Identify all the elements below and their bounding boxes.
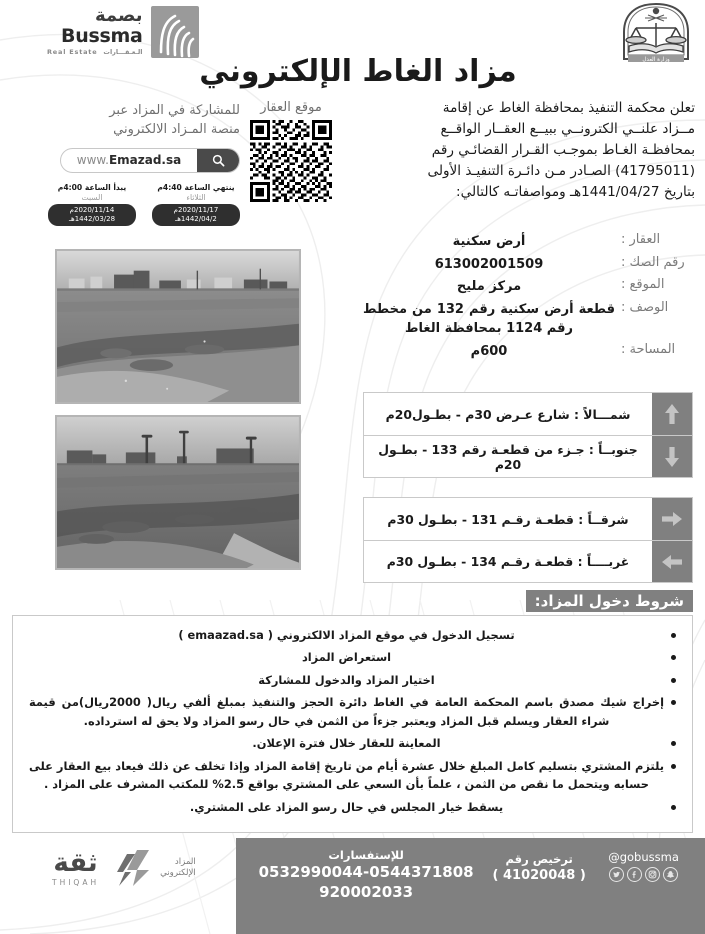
term-text: استعراض المزاد — [301, 650, 392, 665]
terms-heading: شروط دخول المزاد: — [526, 590, 693, 612]
spec-label: الوصف : — [621, 299, 669, 315]
brand-name-ar: بصمة — [95, 5, 143, 26]
start-date-badge — [48, 204, 136, 226]
start-hijri: 1442/03/28هـ — [68, 214, 116, 223]
end-gregorian: 2020/11/17م — [173, 206, 219, 214]
spec-value: 613002001509 — [434, 256, 544, 272]
brand-name-en: Bussma — [61, 25, 143, 47]
spec-row — [363, 300, 693, 339]
end-hijri: 1442/04/2هـ — [175, 214, 217, 223]
bullet-icon — [671, 741, 676, 746]
spec-label: الموقع : — [621, 277, 665, 292]
end-date-badge — [152, 204, 240, 226]
contact-numbers-primary[interactable]: 0532990044-0544371808 — [258, 863, 474, 881]
twitter-icon[interactable] — [609, 867, 624, 882]
boundary-row-north — [364, 393, 692, 435]
boundaries-group-east-west — [363, 497, 693, 583]
search-icon — [212, 154, 225, 167]
arrow-up-icon — [652, 393, 692, 435]
property-location-qr[interactable] — [243, 100, 339, 202]
boundary-text: جنوبــاً : جـزء من قطعـة رقم 133 - بطـول 20م — [364, 436, 652, 477]
end-time: ينتهي الساعة 4:40م — [157, 183, 235, 192]
license-label: ترخيص رقم — [505, 852, 573, 866]
term-text: يسقط خيار المجلس في حال رسو المزاد على المشتري. — [189, 799, 504, 814]
property-photo-2 — [55, 415, 301, 570]
instagram-icon[interactable] — [645, 867, 660, 882]
arrow-down-icon — [652, 436, 692, 477]
url-prefix: www. — [76, 153, 109, 168]
term-item — [29, 671, 676, 689]
term-item — [29, 798, 676, 816]
brand-sub-ar: الـعـقـــارات — [103, 48, 143, 56]
announcement-line: مــزاد علنــي الكترونــي ببيــع العقــار الواقــع — [440, 121, 695, 138]
emazad-line-2: الإلكتروني — [160, 868, 196, 878]
property-photo-1 — [55, 249, 301, 404]
schedule-start — [48, 183, 136, 226]
participate-line-1: للمشاركة في المزاد عبر — [109, 103, 240, 118]
boundary-text: شمـــالاً : شارع عـرض 30م - بطـول20م — [364, 393, 652, 435]
boundary-text: شرقــاً : قطعـة رقـم 131 - بطـول 30م — [364, 498, 652, 540]
website-search-bar[interactable] — [60, 148, 240, 173]
qr-code-icon[interactable] — [250, 120, 332, 202]
announcement-line: بتاريخ 1441/04/27هـ ومواصفاتـه كالتالي: — [456, 184, 695, 201]
ministry-caption: وزارة العدل — [642, 57, 670, 63]
spec-value: قطعة أرض سكنية رقم 132 من مخطط رقم 1124 بمحافظة الغاط — [363, 301, 615, 336]
bussma-logo — [47, 6, 199, 58]
footer-bar — [236, 838, 705, 934]
brand-sub-en: Real Estate — [47, 48, 98, 56]
partner-logos — [52, 848, 196, 888]
schedule-end — [152, 183, 240, 226]
thiqah-name-ar: ثقة — [53, 847, 98, 878]
page-title: مزاد الغاط الإلكتروني — [199, 54, 517, 89]
term-item — [29, 693, 676, 730]
spec-label: المساحة : — [621, 341, 676, 357]
spec-row — [363, 232, 693, 252]
announcement-line: بمحافظـة الغـاط بموجـب القـرار القضائـي رقم — [431, 142, 695, 159]
boundary-row-south — [364, 435, 692, 477]
spec-label: رقم الصك : — [621, 254, 685, 270]
announcement-line: (41795011) الصـادر مـن دائـرة التنفيـذ الأولى — [427, 163, 695, 180]
spec-value: مركز مليح — [456, 279, 522, 294]
property-specifications — [363, 232, 693, 364]
participation-block — [48, 102, 240, 173]
participate-line-2: منصة المـزاد الالكتروني — [113, 121, 240, 137]
term-text: اختيار المزاد والدخول للمشاركة — [258, 672, 435, 687]
search-button[interactable] — [197, 149, 239, 172]
arrow-right-icon — [652, 498, 692, 540]
url-main: Emazad.sa — [108, 153, 182, 168]
thiqah-logo — [52, 847, 100, 887]
fingerprint-icon — [151, 6, 199, 58]
bullet-icon — [671, 764, 676, 769]
license-number: ( 41020048 ) — [492, 868, 586, 883]
license-block — [492, 848, 586, 883]
announcement-line: تعلن محكمة التنفيذ بمحافظة الغاط عن إقامة — [442, 100, 695, 116]
emazad-logo-icon — [113, 848, 155, 888]
property-photos — [55, 249, 301, 570]
poster-header — [0, 0, 705, 95]
start-day: السبت — [81, 193, 103, 202]
terms-list — [12, 615, 693, 833]
spec-label: العقار : — [621, 232, 661, 247]
contact-numbers-secondary[interactable]: 920002033 — [319, 882, 414, 901]
ministry-of-justice-emblem — [615, 2, 697, 64]
spec-row — [363, 342, 693, 362]
term-text: يلتزم المشتري بتسليم كامل المبلغ خلال عشرة أيام من تاريخ إقامة المزاد وإذا تخلف عن ذلك فيعاد بيع العقار على حسابه ويتحمل ما نقص من الثمن ، علماً بأن السعي على المشتري بواقع 2.5% للمكتب المشرف على المزاد . — [29, 758, 664, 792]
boundary-row-west — [364, 540, 692, 582]
boundary-text: غربــــاً : قطعـة رقـم 134 - بطـول 30م — [364, 541, 652, 582]
arrow-left-icon — [652, 541, 692, 582]
social-handle: @gobussma — [608, 850, 679, 864]
boundary-row-east — [364, 498, 692, 540]
term-text: المعاينة للعقار خلال فترة الإعلان. — [252, 736, 441, 751]
bullet-icon — [671, 655, 676, 660]
spec-value: أرض سكنية — [452, 234, 526, 249]
end-day: الثلاثاء — [186, 193, 206, 202]
term-text: إخراج شيك مصدق باسم المحكمة العامة في الغاط دائرة الحجز والتنفيذ بمبلغ ألفي ريال( 2000ريال)من قيمة شراء العقار ويسلم قبل المزاد ويعتبر جزءاً من الثمن في حال رسو المزاد ولا يحق له استرداده. — [29, 695, 664, 728]
term-item — [29, 757, 676, 794]
facebook-icon[interactable] — [627, 867, 642, 882]
auction-schedule — [48, 183, 240, 226]
social-block — [596, 848, 691, 882]
announcement-text — [365, 98, 695, 203]
term-item — [29, 626, 676, 644]
emazad-logo — [113, 848, 196, 888]
boundaries-group-north-south — [363, 392, 693, 478]
bullet-icon — [671, 633, 676, 638]
bullet-icon — [671, 805, 676, 810]
contact-block — [250, 848, 482, 902]
website-url — [61, 149, 197, 172]
term-item — [29, 734, 676, 752]
start-gregorian: 2020/11/14م — [69, 206, 115, 214]
term-text: تسجيل الدخول في موقع المزاد الالكتروني ( emaazad.sa ) — [178, 628, 515, 642]
bullet-icon — [671, 700, 676, 705]
contact-label: للإستفسارات — [328, 848, 404, 862]
snapchat-icon[interactable] — [663, 867, 678, 882]
spec-row — [363, 277, 693, 297]
emazad-line-1: المزاد — [174, 857, 196, 868]
term-item — [29, 648, 676, 666]
start-time: يبدأ الساعة 4:00م — [57, 183, 127, 192]
spec-row — [363, 255, 693, 275]
spec-value: 600م — [470, 343, 508, 359]
qr-label: موقع العقار — [260, 100, 322, 115]
thiqah-name-en: THIQAH — [52, 877, 100, 887]
bullet-icon — [671, 678, 676, 683]
